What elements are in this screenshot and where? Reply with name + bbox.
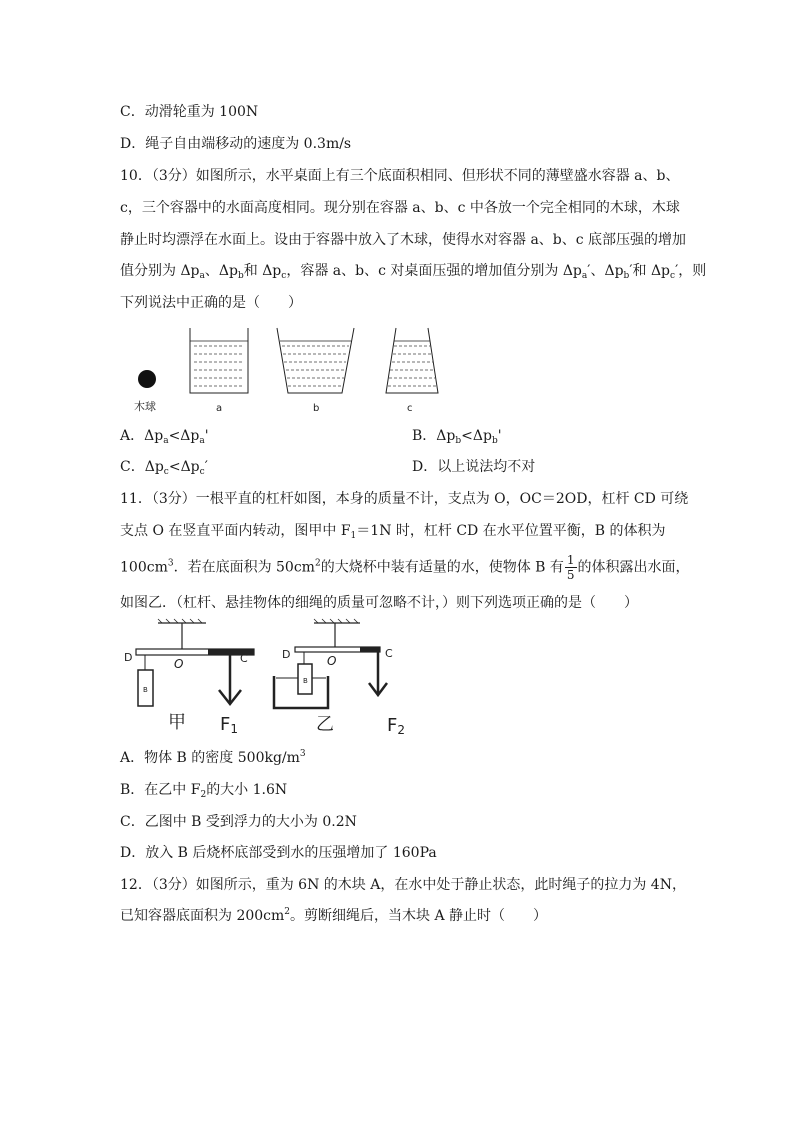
q10-option-d: D．以上说法均不对	[412, 459, 536, 475]
svg-text:D: D	[124, 651, 133, 664]
svg-text:B: B	[143, 686, 148, 694]
q10-stem-line-3: 静止时均漂浮在水面上。设由于容器中放入了木球，使得水对容器 a、b、c 底部压强的增加	[120, 232, 687, 248]
svg-text:B: B	[303, 677, 308, 685]
q10-containers-figure	[120, 320, 460, 420]
q11-lever-figure-yi	[268, 618, 418, 736]
q11-lever-figure-jia	[118, 618, 268, 736]
svg-text:D: D	[282, 648, 291, 661]
q11-stem-line-1: 11．（3分）一根平直的杠杆如图，本身的质量不计，支点为 O，OC＝2OD，杠杆 CD 可绕	[120, 491, 689, 507]
wooden-ball	[138, 370, 156, 388]
container-c-label: c	[407, 403, 413, 414]
q9-option-c: C．动滑轮重为 100N	[120, 104, 259, 120]
caption-yi: 乙	[316, 714, 334, 735]
q10-stem-line-4: 值分别为 $\Delta p_a$、$\Delta p_b$和 $\Delta p_c$，容器 a、b、c 对桌面压强的增加值分别为 $\Delta p_a'$、$\Delta p_b'$和 $\Delta p_c'$，则	[120, 263, 707, 281]
q11-option-a: A．物体 B 的密度 $500kg/m^3$	[120, 749, 306, 766]
q11-stem-line-4: 如图乙．（杠杆、悬挂物体的细绳的质量可忽略不计，）则下列选项正确的是（ ）	[120, 595, 638, 611]
q11-stem-line-2: 支点 O 在竖直平面内转动，图甲中 $F_1=1N$ 时，杠杆 CD 在水平位置平衡，B 的体积为	[120, 523, 666, 541]
container-b-label: b	[313, 403, 320, 414]
container-a	[190, 328, 248, 393]
q10-option-a: A．$\Delta p_a<\Delta p_a'$	[120, 428, 209, 446]
q10-stem-line-2: c，三个容器中的水面高度相同。现分别在容器 a、b、c 中各放一个完全相同的木球，木球	[120, 200, 680, 216]
caption-jia: 甲	[168, 712, 186, 733]
q10-option-b: B．$\Delta p_b<\Delta p_b'$	[412, 428, 502, 446]
q11-stem-line-3: $100cm^3$．若在底面积为 $50cm^2$的大烧杯中装有适量的水，使物体 B 有 $\frac{1}{5}$ 的体积露出水面，	[120, 553, 690, 582]
svg-text:C: C	[385, 647, 393, 660]
force-f2: F2	[387, 715, 405, 736]
q9-option-d: D．绳子自由端移动的速度为 0.3m/s	[120, 136, 352, 152]
q10-option-c: C．$\Delta p_c<\Delta p_c'$	[120, 459, 208, 477]
one-fifth-fraction: $\frac{1}{5}$	[566, 553, 575, 582]
q10-stem-line-5: 下列说法中正确的是（ ）	[120, 295, 302, 311]
q10-stem-line-1: 10．（3分）如图所示，水平桌面上有三个底面积相同、但形状不同的薄壁盛水容器 a、b、	[120, 168, 680, 184]
ball-label: 木球	[134, 400, 156, 413]
svg-text:O: O	[174, 657, 184, 671]
q12-stem-line-2: 已知容器底面积为 $200cm^2$。剪断细绳后，当木块 A 静止时（ ）	[120, 907, 548, 924]
container-a-label: a	[216, 403, 223, 414]
container-c	[386, 328, 438, 393]
q11-option-c: C．乙图中 B 受到浮力的大小为 0.2N	[120, 814, 357, 830]
q11-option-b: B．在乙中 $F_2$的大小 1.6N	[120, 782, 288, 800]
force-f1: F1	[220, 714, 238, 736]
container-b	[277, 328, 354, 393]
q12-stem-line-1: 12．（3分）如图所示，重为 6N 的木块 A，在水中处于静止状态，此时绳子的拉力为 4N，	[120, 877, 686, 893]
svg-text:O: O	[327, 654, 337, 668]
svg-text:C: C	[240, 652, 248, 665]
q11-option-d: D．放入 B 后烧杯底部受到水的压强增加了 160Pa	[120, 845, 437, 861]
